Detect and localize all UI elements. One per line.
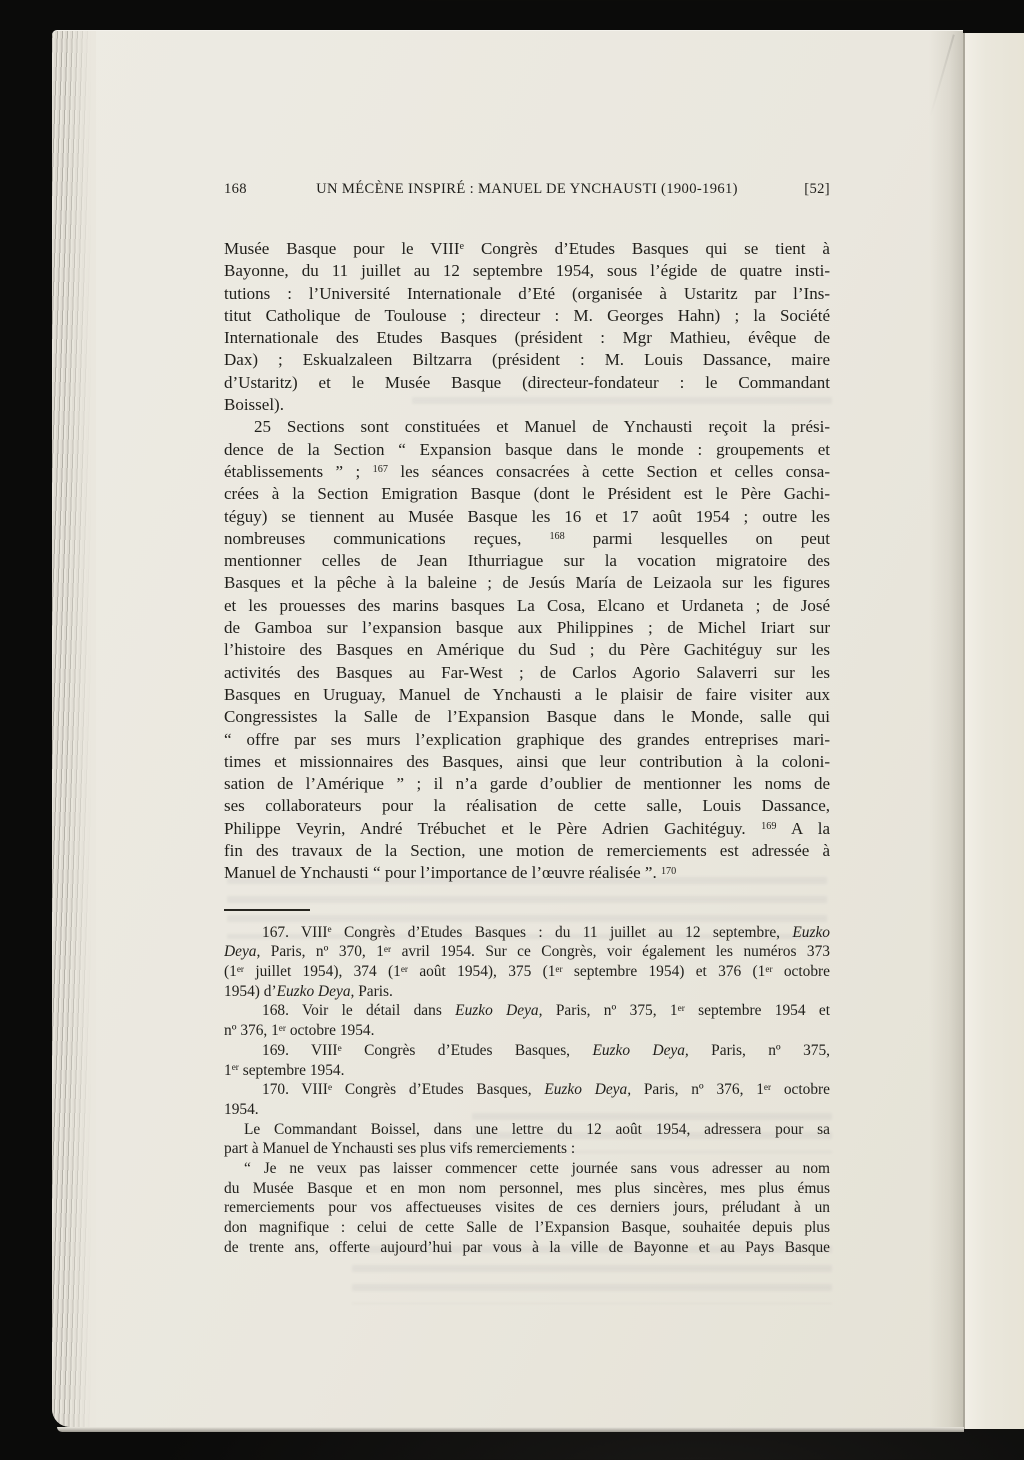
- text-line: [224, 706, 830, 728]
- text-run: 1954.: [224, 1100, 259, 1118]
- text-run: Euzko Deya,: [544, 1081, 632, 1099]
- text-line: [224, 862, 830, 884]
- footnote-marker: er: [677, 1003, 685, 1014]
- text-line: [224, 1139, 830, 1159]
- text-run: don magnifique : celui de cette Salle de l’Expansion Basque, souhaitée depuis plus: [224, 1219, 830, 1237]
- footnote-rule: [224, 909, 310, 911]
- paragraph: [224, 923, 830, 1002]
- text-line: [224, 962, 830, 982]
- text-run: 1954) d’: [224, 982, 277, 1000]
- text-line: [224, 1238, 830, 1258]
- text-run: octobre: [771, 1081, 830, 1099]
- text-run: 1: [224, 1061, 232, 1079]
- text-run: Basques en Uruguay, Manuel de Ynchausti a le plaisir de faire visiter aux: [224, 684, 830, 704]
- text-line: [224, 349, 830, 371]
- text-line: [224, 1001, 830, 1021]
- footnote-marker: e: [459, 241, 465, 253]
- text-run: de trente ans, offerte aujourd’hui par vous à la ville de Bayonne et au Pays Basque: [224, 1238, 830, 1256]
- text-run: téguy) se tiennent au Musée Basque les 16 et 17 août 1954 ; outre les: [224, 506, 830, 526]
- text-run: crées à la Section Emigration Basque (dont le Président est le Père Gachi-: [224, 484, 830, 504]
- text-run: 169. VIII: [262, 1041, 338, 1059]
- text-run: septembre 1954) et 376 (1: [562, 963, 766, 981]
- page-header: [224, 181, 830, 200]
- page-edge-fade: [66, 31, 96, 1427]
- text-run: fin des travaux de la Section, une motion de remerciements est adressée à: [224, 841, 830, 861]
- text-line: [224, 684, 830, 706]
- text-line: [224, 595, 830, 617]
- footnote-marker: er: [236, 963, 245, 974]
- text-line: [224, 942, 830, 962]
- text-run: tutions : l’Université Internationale d’Eté (organisée à Ustaritz par l’Ins-: [224, 283, 830, 303]
- text-run: d’Ustaritz) et le Musée Basque (directeur-fondateur : le Commandant: [224, 372, 830, 392]
- text-line: [224, 416, 830, 438]
- text-line: [224, 372, 830, 394]
- paragraph: [224, 1080, 830, 1119]
- text-run: A la: [776, 818, 830, 838]
- text-run: “ Je ne veux pas laisser commencer cette journée sans vous adresser au nom: [244, 1160, 830, 1178]
- text-run: 168. Voir le détail dans: [262, 1002, 456, 1020]
- text-run: Euzko Deya,: [276, 982, 355, 1000]
- text-run: nombreuses communications reçues,: [224, 528, 550, 548]
- text-run: juillet 1954), 374 (1: [244, 963, 401, 981]
- text-run: times et missionnaires des Basques, ainsi que leur contribution à la coloni-: [224, 751, 830, 771]
- footnote-marker: 169: [761, 821, 777, 833]
- text-run: établissements ” ;: [224, 461, 373, 481]
- text-line: [224, 260, 830, 282]
- text-run: et les prouesses des marins basques La Cosa, Elcano et Urdaneta ; de José: [224, 595, 830, 615]
- gutter-shadow: [929, 31, 963, 1427]
- footnote-marker: er: [555, 963, 563, 974]
- text-line: [224, 528, 830, 550]
- page-bottom-edge: [57, 1427, 964, 1432]
- text-run: Deya,: [224, 943, 261, 961]
- footnote-marker: er: [278, 1022, 286, 1033]
- footnotes-and-notes: [224, 923, 830, 1258]
- text-run: parmi lesquelles on peut: [564, 528, 830, 548]
- text-run: Paris, nº 375, 1: [542, 1002, 678, 1020]
- text-line: [224, 729, 830, 751]
- text-run: Congrès d’Etudes Basques : du 11 juillet au 12 septembre,: [331, 923, 793, 941]
- text-line: [224, 461, 830, 483]
- text-line: [224, 773, 830, 795]
- text-run: Euzko: [792, 923, 830, 941]
- page-number: 168: [224, 181, 247, 197]
- text-line: [224, 394, 830, 416]
- footnote-marker: er: [383, 944, 392, 955]
- text-run: Manuel de Ynchausti “ pour l’importance de l’œuvre réalisée ”.: [224, 863, 661, 883]
- footnote-marker: er: [231, 1062, 239, 1073]
- running-title: UN MÉCÈNE INSPIRÉ : MANUEL DE YNCHAUSTI (1900-1961): [316, 181, 738, 197]
- text-run: Basques et la pêche à la baleine ; de Jesús María de Leizaola sur les figures: [224, 573, 830, 593]
- text-run: avril 1954. Sur ce Congrès, voir également les numéros 373: [391, 943, 830, 961]
- text-line: [224, 1120, 830, 1140]
- text-run: Dax) ; Eskualzaleen Biltzarra (président : M. Louis Dassance, maire: [224, 350, 830, 370]
- text-run: septembre 1954.: [238, 1061, 345, 1079]
- text-run: du Musée Basque et en mon nom personnel, mes plus sincères, mes plus émus: [224, 1179, 830, 1197]
- text-line: [224, 1080, 830, 1100]
- paragraph: [224, 1120, 830, 1159]
- text-line: [224, 818, 830, 840]
- text-run: Boissel).: [224, 395, 284, 415]
- text-run: activités des Basques au Far-West ; de Carlos Agorio Salaverri sur les: [224, 662, 830, 682]
- text-line: [224, 840, 830, 862]
- text-line: [224, 1100, 830, 1120]
- paragraph: [224, 416, 830, 884]
- body-text: [224, 238, 830, 885]
- text-line: [224, 1159, 830, 1179]
- text-run: octobre 1954.: [285, 1022, 375, 1040]
- text-run: 25 Sections sont constituées et Manuel de Ynchausti reçoit la prési-: [254, 417, 830, 437]
- text-run: septembre 1954 et: [684, 1002, 830, 1020]
- text-line: [224, 483, 830, 505]
- footnote-marker: 167: [372, 464, 388, 476]
- book-page: [52, 30, 963, 1427]
- text-line: [224, 1198, 830, 1218]
- text-line: [224, 506, 830, 528]
- text-line: [224, 617, 830, 639]
- text-run: Euzko Deya,: [455, 1002, 543, 1020]
- text-run: Internationale des Etudes Basques (président : Mgr Mathieu, évêque de: [224, 328, 830, 348]
- text-run: dence de la Section “ Expansion basque dans le monde : groupements et: [224, 439, 830, 459]
- text-line: [224, 305, 830, 327]
- text-run: Euzko Deya,: [592, 1041, 689, 1059]
- text-run: Congrès d’Etudes Basques,: [341, 1041, 593, 1059]
- text-run: Congressistes la Salle de l’Expansion Basque dans le Monde, salle qui: [224, 707, 830, 727]
- text-run: sation de l’Amérique ” ; il n’a garde d’oublier de mentionner les noms de: [224, 774, 830, 794]
- text-line: [224, 550, 830, 572]
- text-line: [224, 982, 830, 1002]
- text-line: [224, 639, 830, 661]
- text-run: 170. VIII: [262, 1081, 328, 1099]
- text-run: Paris, nº 370, 1: [260, 943, 384, 961]
- text-line: [224, 795, 830, 817]
- text-line: [224, 238, 830, 260]
- text-run: de Gamboa sur l’expansion basque aux Philippines ; de Michel Iriart sur: [224, 618, 830, 638]
- text-run: Congrès d’Etudes Basques qui se tient à: [464, 239, 830, 258]
- text-line: [224, 1179, 830, 1199]
- text-run: Philippe Veyrin, André Trébuchet et le Père Adrien Gachitéguy.: [224, 818, 762, 838]
- facing-page-edge: [963, 33, 1024, 1429]
- footnote-marker: 168: [549, 531, 565, 543]
- text-run: remerciements pour vos affectueuses visites de ces derniers jours, préludant à un: [224, 1199, 830, 1217]
- footnote-marker: er: [400, 963, 409, 974]
- text-line: [224, 1021, 830, 1041]
- text-run: mentionner celles de Jean Ithurriague sur la vocation migratoire des: [224, 551, 830, 571]
- text-line: [224, 662, 830, 684]
- text-line: [224, 327, 830, 349]
- text-run: Musée Basque pour le VIII: [224, 239, 460, 258]
- text-line: [224, 923, 830, 943]
- footnote-marker: e: [327, 1082, 333, 1093]
- text-run: (1: [224, 963, 237, 981]
- footnote-marker: er: [765, 963, 773, 974]
- paragraph: [224, 1041, 830, 1080]
- text-run: Bayonne, du 11 juillet au 12 septembre 1954, sous l’égide de quatre insti-: [224, 261, 830, 281]
- footnote-marker: 170: [660, 865, 677, 877]
- text-run: 167. VIII: [262, 923, 328, 941]
- text-line: [224, 1061, 830, 1081]
- text-column: [224, 181, 830, 1258]
- text-line: [224, 751, 830, 773]
- text-run: Paris.: [354, 982, 393, 1000]
- text-run: août 1954), 375 (1: [408, 963, 556, 981]
- text-line: [224, 439, 830, 461]
- margin-folio: [52]: [804, 181, 830, 197]
- text-run: nº 376, 1: [224, 1022, 279, 1040]
- footnote-marker: e: [327, 924, 332, 935]
- text-run: l’histoire des Basques en Amérique du Sud ; du Père Gachitéguy sur les: [224, 640, 830, 660]
- paragraph: [224, 1001, 830, 1040]
- text-line: [224, 1041, 830, 1061]
- text-run: titut Catholique de Toulouse ; directeur : M. Georges Hahn) ; la Société: [224, 305, 830, 325]
- text-run: Paris, nº 376, 1: [631, 1081, 764, 1099]
- paragraph: [224, 1159, 830, 1258]
- text-run: part à Manuel de Ynchausti ses plus vifs remerciements :: [224, 1140, 576, 1158]
- text-line: [224, 283, 830, 305]
- text-run: ses collaborateurs pour la réalisation de cette salle, Louis Dassance,: [224, 796, 830, 816]
- text-run: octobre: [772, 963, 830, 981]
- footnote-marker: er: [763, 1082, 772, 1093]
- text-line: [224, 1218, 830, 1238]
- text-run: Congrès d’Etudes Basques,: [332, 1081, 545, 1099]
- text-run: Le Commandant Boissel, dans une lettre du 12 août 1954, adressera pour sa: [244, 1120, 830, 1138]
- text-run: “ offre par ses murs l’explication graphique des grandes entreprises mari-: [224, 729, 830, 749]
- footnote-marker: e: [337, 1042, 342, 1053]
- text-run: Paris, nº 375,: [688, 1041, 830, 1059]
- text-run: les séances consacrées à cette Section et celles consa-: [387, 461, 830, 481]
- text-line: [224, 572, 830, 594]
- paragraph: [224, 238, 830, 416]
